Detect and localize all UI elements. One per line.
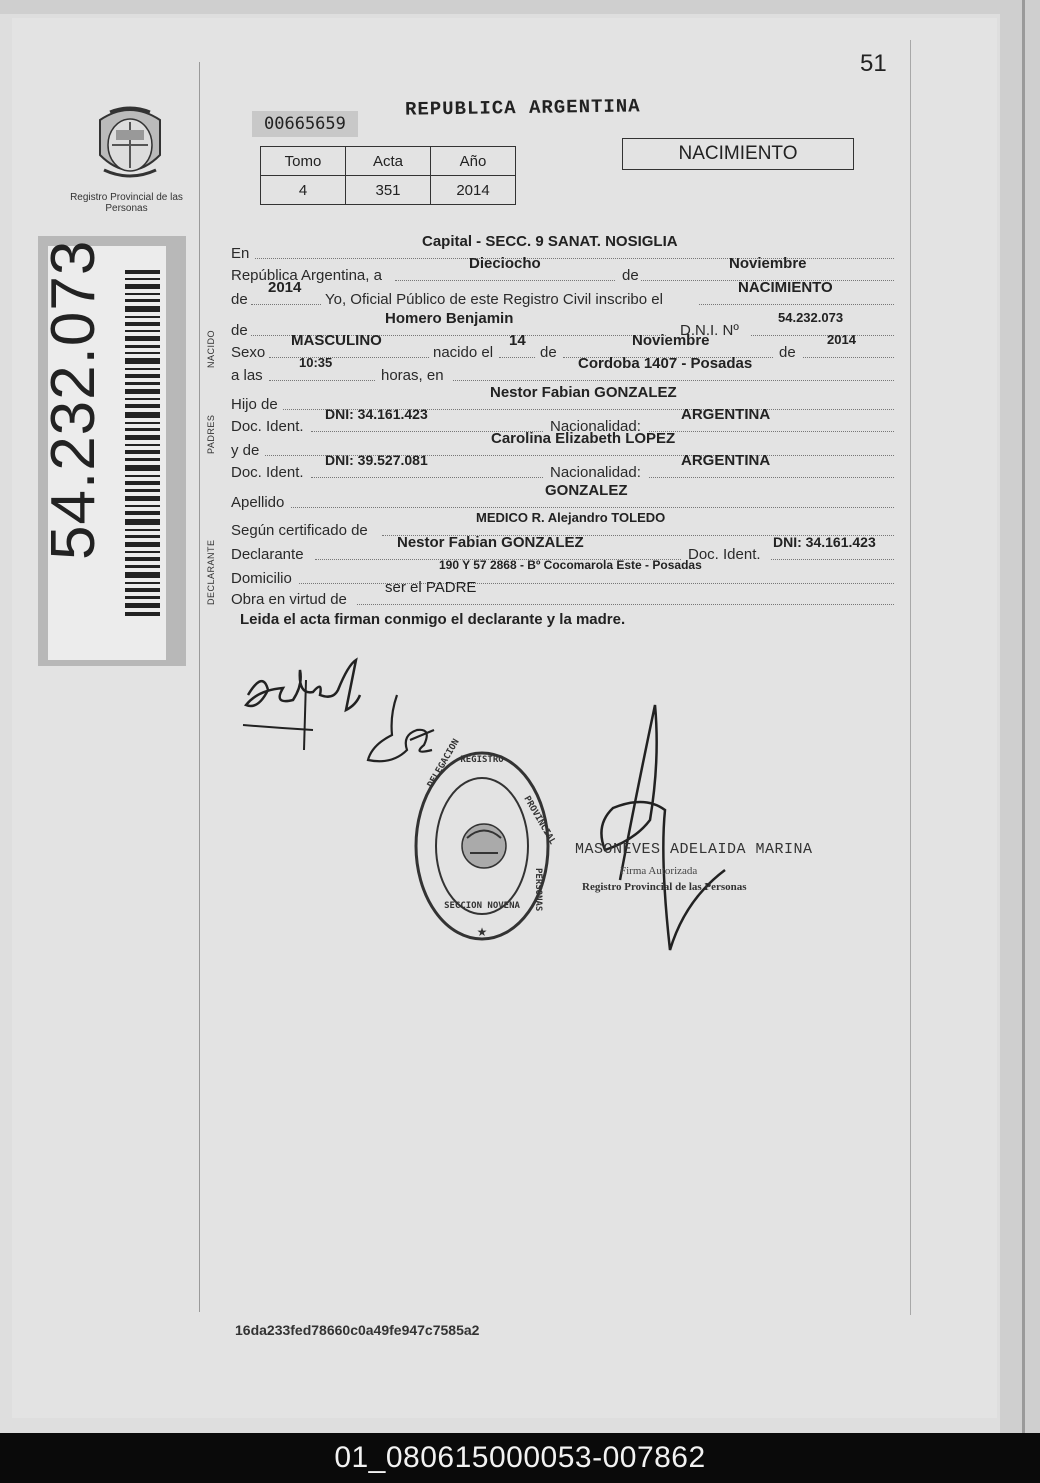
barcode-graphic bbox=[125, 270, 160, 620]
registry-table-value-row bbox=[261, 176, 516, 205]
scan-footer-id: 01_080615000053-007862 bbox=[0, 1433, 1040, 1483]
record-type-box: NACIMIENTO bbox=[622, 138, 854, 170]
dotted-line bbox=[453, 380, 894, 381]
padre-doc-value: DNI: 34.161.423 bbox=[325, 406, 428, 422]
svg-text:PERSONAS: PERSONAS bbox=[533, 868, 543, 912]
tomo-value: 4 bbox=[261, 176, 346, 205]
obra-value: ser el PADRE bbox=[385, 579, 477, 596]
yde-label: y de bbox=[231, 442, 260, 459]
document-hash: 16da233fed78660c0a49fe947c7585a2 bbox=[235, 1322, 480, 1338]
adjacent-page-edge bbox=[1000, 0, 1040, 1433]
right-margin-line bbox=[910, 40, 911, 1315]
svg-text:DELEGACION: DELEGACION bbox=[425, 737, 462, 790]
nombre-label: de bbox=[231, 322, 248, 339]
certificado-label: Según certificado de bbox=[231, 522, 368, 539]
nacido-mes-value: Noviembre bbox=[632, 332, 710, 349]
page-top-shadow bbox=[0, 0, 1040, 14]
page-number: 51 bbox=[860, 50, 887, 77]
dotted-line bbox=[649, 431, 894, 432]
dotted-line bbox=[269, 357, 429, 358]
declarante-label: Declarante bbox=[231, 546, 304, 563]
doc2-label: Doc. Ident. bbox=[231, 464, 304, 481]
dotted-line bbox=[803, 357, 894, 358]
acta-value: 351 bbox=[346, 176, 431, 205]
record-line-hora bbox=[231, 355, 894, 384]
inscribo-label: Yo, Oficial Público de este Registro Civil inscribo el bbox=[325, 291, 663, 308]
dotted-line bbox=[395, 280, 615, 281]
lugar-inscripcion-value: Capital - SECC. 9 SANAT. NOSIGLIA bbox=[422, 233, 678, 250]
svg-text:REGISTRO: REGISTRO bbox=[460, 755, 504, 765]
horas-label: horas, en bbox=[381, 367, 444, 384]
record-line-domicilio bbox=[231, 558, 894, 587]
crest-label: Registro Provincial de las Personas bbox=[70, 192, 183, 214]
hora-value: 10:35 bbox=[299, 355, 333, 370]
dotted-line bbox=[311, 477, 543, 478]
record-line-obra bbox=[231, 579, 894, 608]
inscribo-value: NACIMIENTO bbox=[738, 279, 833, 296]
authority-org: Registro Provincial de las Personas bbox=[582, 881, 747, 893]
apellido-value: GONZALEZ bbox=[545, 482, 628, 499]
madre-value: Carolina Elizabeth LOPEZ bbox=[491, 430, 676, 447]
de-label: de bbox=[622, 267, 639, 284]
lugar-nacimiento-value: Cordoba 1407 - Posadas bbox=[578, 355, 753, 372]
dotted-line bbox=[751, 335, 894, 336]
dotted-line bbox=[251, 304, 321, 305]
authority-signature bbox=[575, 700, 735, 955]
padre-value: Nestor Fabian GONZALEZ bbox=[490, 384, 677, 401]
nacido-year-value: 2014 bbox=[827, 332, 856, 347]
dotted-line bbox=[357, 604, 894, 605]
svg-text:PROVINCIAL: PROVINCIAL bbox=[521, 794, 558, 847]
registry-table bbox=[260, 146, 516, 205]
anio-header: Año bbox=[431, 147, 516, 176]
madre-nac-value: ARGENTINA bbox=[681, 452, 771, 469]
nacido-de2-label: de bbox=[779, 344, 796, 361]
en-label: En bbox=[231, 245, 250, 262]
dni-sticker-number: 54.232.073 bbox=[39, 239, 108, 560]
sexo-value: MASCULINO bbox=[291, 332, 382, 349]
madre-doc-value: DNI: 39.527.081 bbox=[325, 452, 428, 468]
domicilio-value: 190 Y 57 2868 - Bº Cocomarola Este - Posadas bbox=[439, 558, 702, 572]
alas-label: a las bbox=[231, 367, 263, 384]
republica-label: República Argentina, a bbox=[231, 267, 382, 284]
record-line-apellido bbox=[231, 482, 894, 511]
dni-label: D.N.I. Nº bbox=[680, 322, 739, 339]
nacido-label: nacido el bbox=[433, 344, 494, 361]
decl-doc-value: DNI: 34.161.423 bbox=[773, 534, 876, 550]
hijo-label: Hijo de bbox=[231, 396, 278, 413]
declarante-value: Nestor Fabian GONZALEZ bbox=[397, 534, 584, 551]
apellido-label: Apellido bbox=[231, 494, 285, 511]
closing-statement: Leida el acta firman conmigo el declarante y la madre. bbox=[240, 611, 626, 628]
sexo-label: Sexo bbox=[231, 344, 266, 361]
year-de-label: de bbox=[231, 291, 248, 308]
nombre-value: Homero Benjamin bbox=[385, 310, 514, 327]
authority-role: Firma Autorizada bbox=[620, 865, 698, 877]
decl-doc-label: Doc. Ident. bbox=[688, 546, 761, 563]
left-margin-line bbox=[199, 62, 200, 1312]
svg-text:★: ★ bbox=[476, 925, 488, 939]
certificate-sheet bbox=[12, 18, 997, 1418]
year-value: 2014 bbox=[268, 279, 302, 296]
father-signature bbox=[238, 650, 368, 760]
nac-label: Nacionalidad: bbox=[550, 418, 641, 435]
dotted-line bbox=[771, 559, 894, 560]
dotted-line bbox=[699, 304, 894, 305]
doc-label: Doc. Ident. bbox=[231, 418, 304, 435]
dia-value: Dieciocho bbox=[469, 255, 541, 272]
section-label-nacido: NACIDO bbox=[206, 329, 216, 368]
acta-header: Acta bbox=[346, 147, 431, 176]
dotted-line bbox=[291, 507, 894, 508]
serial-number: 00665659 bbox=[252, 111, 358, 137]
obra-label: Obra en virtud de bbox=[231, 591, 347, 608]
document-title: REPUBLICA ARGENTINA bbox=[404, 95, 641, 121]
dotted-line bbox=[499, 357, 535, 358]
section-label-padres: PADRES bbox=[206, 414, 216, 454]
nacido-dia-value: 14 bbox=[509, 332, 526, 349]
dotted-line bbox=[649, 477, 894, 478]
authority-name: MASONEVES ADELAIDA MARINA bbox=[575, 841, 813, 858]
registry-table-header-row bbox=[261, 147, 516, 176]
domicilio-label: Domicilio bbox=[231, 570, 292, 587]
official-stamp bbox=[412, 737, 558, 944]
nac2-label: Nacionalidad: bbox=[550, 464, 641, 481]
padre-nac-value: ARGENTINA bbox=[681, 406, 771, 423]
dni-value: 54.232.073 bbox=[778, 310, 844, 325]
certificado-value: MEDICO R. Alejandro TOLEDO bbox=[476, 510, 666, 525]
record-line-inscribo bbox=[231, 279, 894, 308]
anio-value: 2014 bbox=[431, 176, 516, 205]
record-line-madre-doc bbox=[231, 452, 894, 481]
svg-text:SECCION NOVENA: SECCION NOVENA bbox=[444, 901, 520, 911]
mes-value: Noviembre bbox=[729, 255, 807, 272]
nacido-de-label: de bbox=[540, 344, 557, 361]
tomo-header: Tomo bbox=[261, 147, 346, 176]
dotted-line bbox=[269, 380, 375, 381]
section-label-declarante: DECLARANTE bbox=[206, 539, 216, 605]
page-binding-line bbox=[1022, 0, 1025, 1433]
